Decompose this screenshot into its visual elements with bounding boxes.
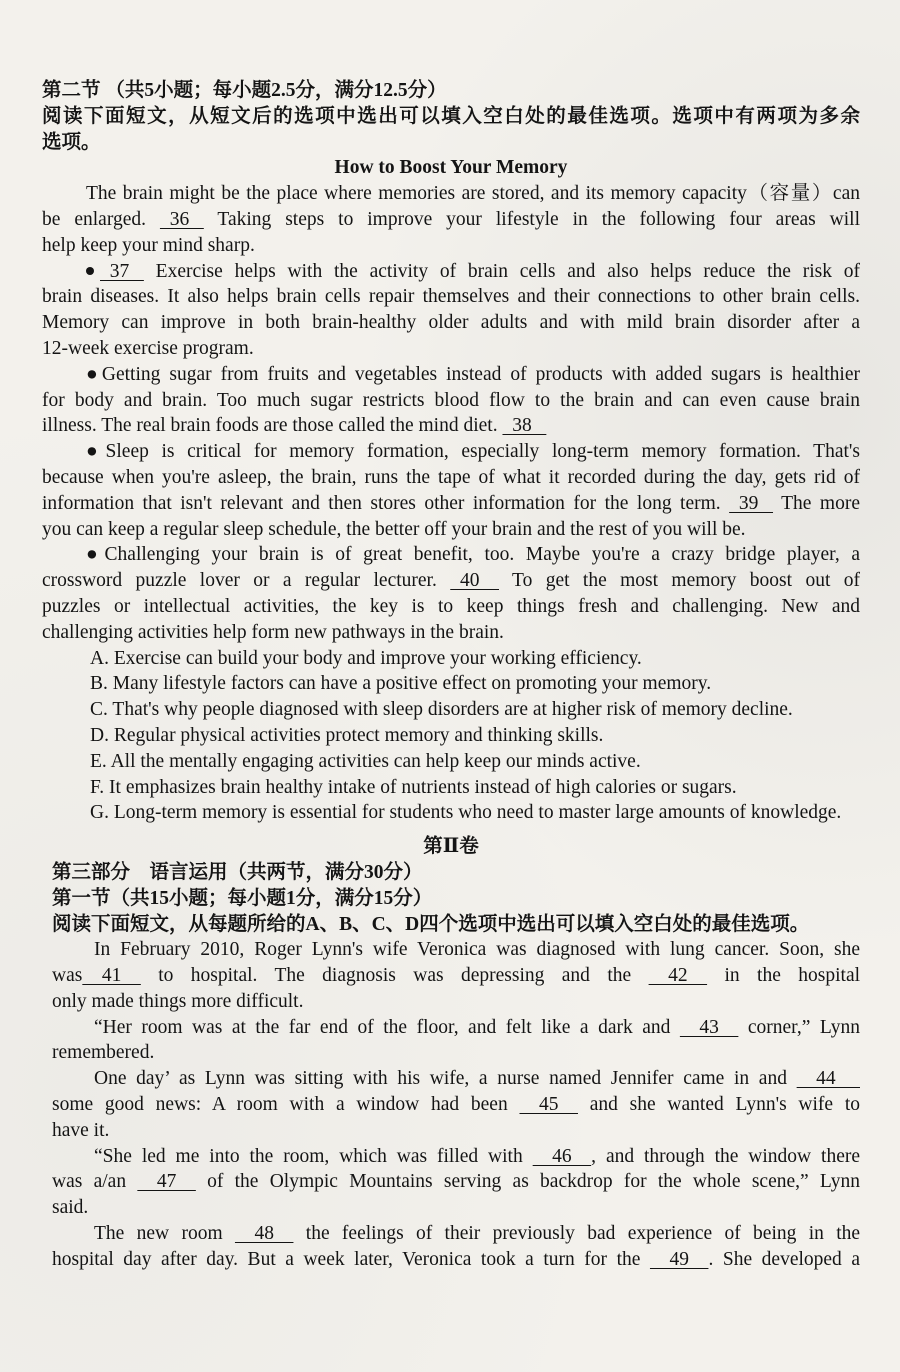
passage-line: crossword puzzle lover or a regular lecturer. 40 To get the most memory boost out of [42,568,860,594]
passage-line: be enlarged. 36 Taking steps to improve your lifestyle in the following four areas will [42,207,860,233]
passage-line: ●Sleep is critical for memory formation, especially long-term memory formation. That's [86,441,860,463]
blank-37[interactable]: 37 [100,260,144,282]
blank-46[interactable]: 46 [532,1145,592,1167]
blank-42[interactable]: 42 [648,965,708,987]
passage-line: because when you're asleep, the brain, runs the tape of what it recorded during the day, gets rid of [42,466,860,488]
blank-36[interactable]: 36 [159,208,204,230]
section-instruction: 阅读下面短文，从短文后的选项中选出可以填入空白处的最佳选项。选项中有两项为多余 [42,105,860,127]
passage-line: was 41 to hospital. The diagnosis was depressing and the 42 in the hospital [42,963,860,989]
passage-line: was a/an 47 of the Olympic Mountains serving as backdrop for the whole scene,” Lynn [42,1169,860,1195]
passage-line: In February 2010, Roger Lynn's wife Veronica was diagnosed with lung cancer. Soon, she [94,939,860,961]
passage-line: remembered. [52,1042,155,1064]
passage-line: you can keep a regular sleep schedule, the better off your brain and the rest of you will be. [42,518,746,540]
passage-line: 37 Exercise helps with the activity of brain cells and also helps reduce the risk of [42,259,860,285]
section-heading: 第一节（共15小题；每小题1分，满分15分） [52,887,433,909]
passage-line: only made things more difficult. [52,990,304,1012]
section-heading: 第二节 （共5小题；每小题2.5分，满分12.5分） [42,80,447,101]
passage-line: 12-week exercise program. [42,337,254,359]
passage-line: puzzles or intellectual activities, the key is to keep things fresh and challenging. New and [42,595,860,617]
passage-line: brain diseases. It also helps brain cells repair themselves and their connections to other brain cells. [42,286,860,308]
passage-line: ●Challenging your brain is of great benefit, too. Maybe you're a crazy bridge player, a [86,544,860,566]
blank-43[interactable]: 43 [679,1016,739,1038]
passage-line: challenging activities help form new pathways in the brain. [42,621,504,643]
passage-line: One day’ as Lynn was sitting with his wife, a nurse named Jennifer came in and 44 [42,1066,860,1092]
bullet-icon [86,267,94,275]
passage-line: The new room 48 the feelings of their previously bad experience of being in the [42,1221,860,1247]
passage-line: some good news: A room with a window had been 45 and she wanted Lynn's wife to [42,1092,860,1118]
passage-line: Memory can improve in both brain-healthy older adults and with mild brain disorder after a [42,312,860,334]
passage-line: said. [52,1197,89,1219]
blank-41[interactable]: 41 [82,965,141,987]
passage-line: help keep your mind sharp. [42,234,255,256]
passage-line: for body and brain. Too much sugar restricts blood flow to the brain and can even cause brain [42,389,860,411]
passage-line: The brain might be the place where memories are stored, and its memory capacity（容量）can [86,183,860,205]
passage-line: “She led me into the room, which was filled with 46 , and through the window there [42,1144,860,1170]
blank-44[interactable]: 44 [796,1068,860,1090]
blank-49[interactable]: 49 [649,1248,709,1270]
passage-line: “Her room was at the far end of the floor, and felt like a dark and 43 corner,” Lynn [42,1015,860,1041]
blank-48[interactable]: 48 [234,1223,294,1245]
passage-line: have it. [52,1119,110,1141]
blank-47[interactable]: 47 [137,1171,196,1193]
option-d: D. Regular physical activities protect memory and thinking skills. [90,724,604,746]
option-c: C. That's why people diagnosed with sleep disorders are at higher risk of memory decline. [90,699,793,721]
blank-38[interactable]: 38 [502,415,547,437]
blank-45[interactable]: 45 [519,1094,578,1116]
section-instruction: 阅读下面短文，从每题所给的A、B、C、D四个选项中选出可以填入空白处的最佳选项。 [52,913,810,935]
passage-title: How to Boost Your Memory [334,157,568,179]
passage-line: illness. The real brain foods are those called the mind diet. 38 [42,413,860,439]
passage-line: ●Getting sugar from fruits and vegetables instead of products with added sugars is healthier [86,363,860,385]
part-heading: 第三部分 语言运用（共两节，满分30分） [52,861,423,883]
volume-title: 第Ⅱ卷 [423,836,479,858]
option-a: A. Exercise can build your body and improve your working efficiency. [90,647,642,669]
option-b: B. Many lifestyle factors can have a positive effect on promoting your memory. [90,673,712,695]
section-instruction-end: 选项。 [42,131,101,153]
passage-line: hospital day after day. But a week later, Veronica took a turn for the 49 . She developed a [42,1247,860,1273]
passage-line: information that isn't relevant and then stores other information for the long term. 39 The more [42,491,860,517]
blank-39[interactable]: 39 [729,492,774,514]
option-g: G. Long-term memory is essential for students who need to master large amounts of knowledge. [90,802,842,824]
option-e: E. All the mentally engaging activities can help keep our minds active. [90,750,641,772]
option-f: F. It emphasizes brain healthy intake of nutrients instead of high calories or sugars. [90,776,737,798]
blank-40[interactable]: 40 [450,570,499,592]
